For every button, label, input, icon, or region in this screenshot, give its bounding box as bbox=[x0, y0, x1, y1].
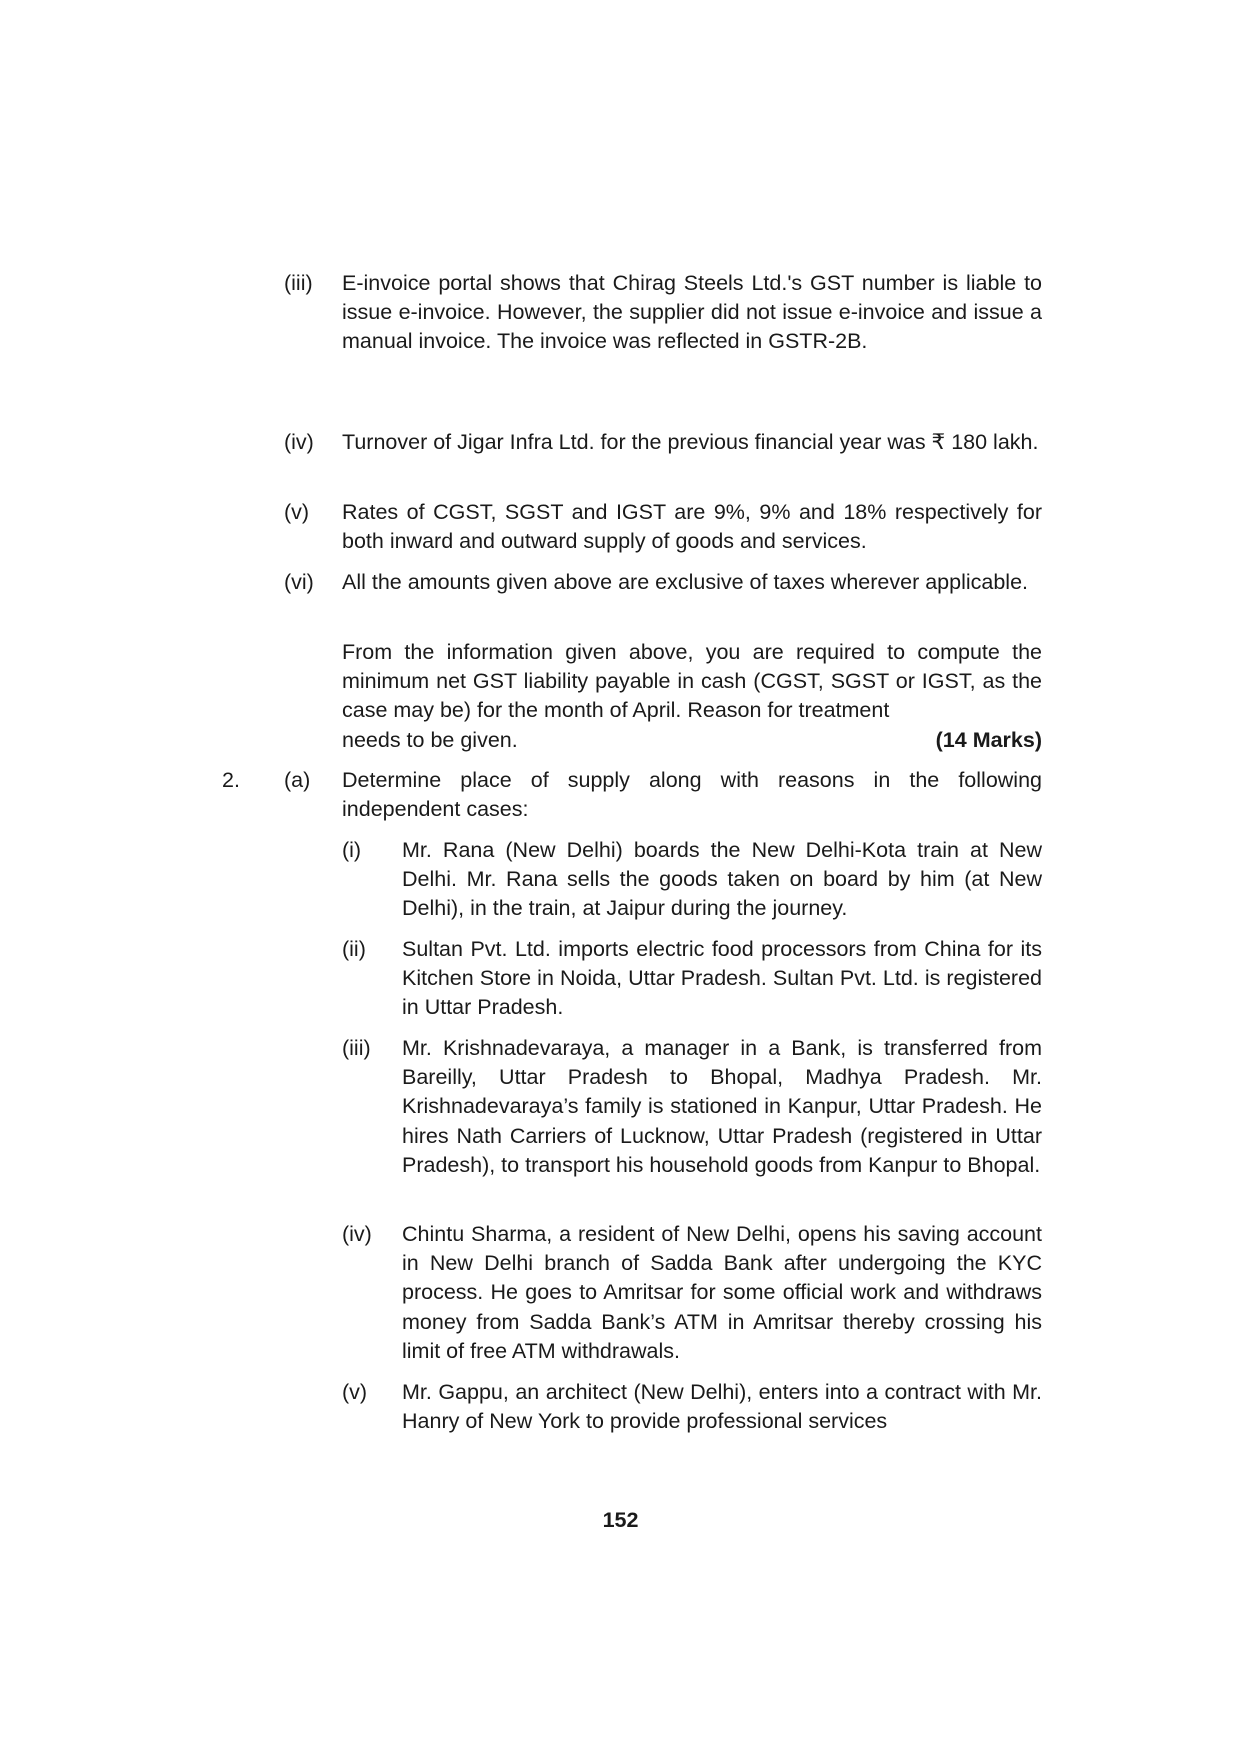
item-text: All the amounts given above are exclusive of taxes wherever applicable. bbox=[342, 570, 1028, 594]
instruction-last-line bbox=[342, 726, 1042, 755]
page-number: 152 bbox=[602, 1508, 639, 1532]
item-text: Turnover of Jigar Infra Ltd. for the previous financial year was ₹ 180 lakh. bbox=[342, 430, 1039, 454]
item-label: (iv) bbox=[284, 430, 314, 454]
item-label: (vi) bbox=[284, 570, 314, 594]
case-label: (ii) bbox=[342, 937, 366, 961]
question-number: 2. bbox=[222, 768, 240, 792]
item-text: Rates of CGST, SGST and IGST are 9%, 9% and 18% respectively for both inward and outward supply of goods and services. bbox=[342, 500, 1042, 554]
question-intro: Determine place of supply along with reasons in the following independent cases: bbox=[342, 768, 1042, 822]
case-label: (v) bbox=[342, 1380, 368, 1404]
case-text: Mr. Krishnadevaraya, a manager in a Bank, is transferred from Bareilly, Uttar Pradesh to Bhopal, Madhya Pradesh. Mr. Krishnadevaraya’s family is stationed in Kanpur, Uttar Pradesh. He hires Nath Carriers of Lucknow, Uttar Pradesh (registered in Uttar Pradesh), to transport his household goods from Kanpur to Bhopal. bbox=[402, 1036, 1042, 1177]
case-text: Chintu Sharma, a resident of New Delhi, opens his saving account in New Delhi branch of Sadda Bank after undergoing the KYC process. He goes to Amritsar for some official work and withdraws money from Sadda Bank’s ATM in Amritsar thereby crossing his limit of free ATM withdrawals. bbox=[402, 1222, 1042, 1363]
item-text: E-invoice portal shows that Chirag Steels Ltd.'s GST number is liable to issue e-invoice. However, the supplier did not issue e-invoice and issue a manual invoice. The invoice was reflected in GSTR-2B. bbox=[342, 271, 1042, 354]
question-part-label: (a) bbox=[284, 768, 311, 792]
case-text: Mr. Gappu, an architect (New Delhi), enters into a contract with Mr. Hanry of New York to provide professional services bbox=[402, 1380, 1042, 1434]
item-label: (v) bbox=[284, 500, 310, 524]
case-label: (iii) bbox=[342, 1036, 371, 1060]
marks-label: (14 Marks) bbox=[935, 728, 1042, 752]
case-text: Mr. Rana (New Delhi) boards the New Delhi-Kota train at New Delhi. Mr. Rana sells the goods taken on board by him (at New Delhi), in the train, at Jaipur during the journey. bbox=[402, 838, 1042, 921]
case-label: (i) bbox=[342, 838, 362, 862]
case-text: Sultan Pvt. Ltd. imports electric food processors from China for its Kitchen Store in Noida, Uttar Pradesh. Sultan Pvt. Ltd. is registered in Uttar Pradesh. bbox=[402, 937, 1042, 1020]
item-label: (iii) bbox=[284, 271, 313, 295]
instruction-text: From the information given above, you are required to compute the minimum net GST liability payable in cash (CGST, SGST or IGST, as the case may be) for the month of April. Reason for treatment bbox=[342, 640, 1042, 723]
case-label: (iv) bbox=[342, 1222, 372, 1246]
instruction-tail: needs to be given. bbox=[342, 728, 518, 752]
